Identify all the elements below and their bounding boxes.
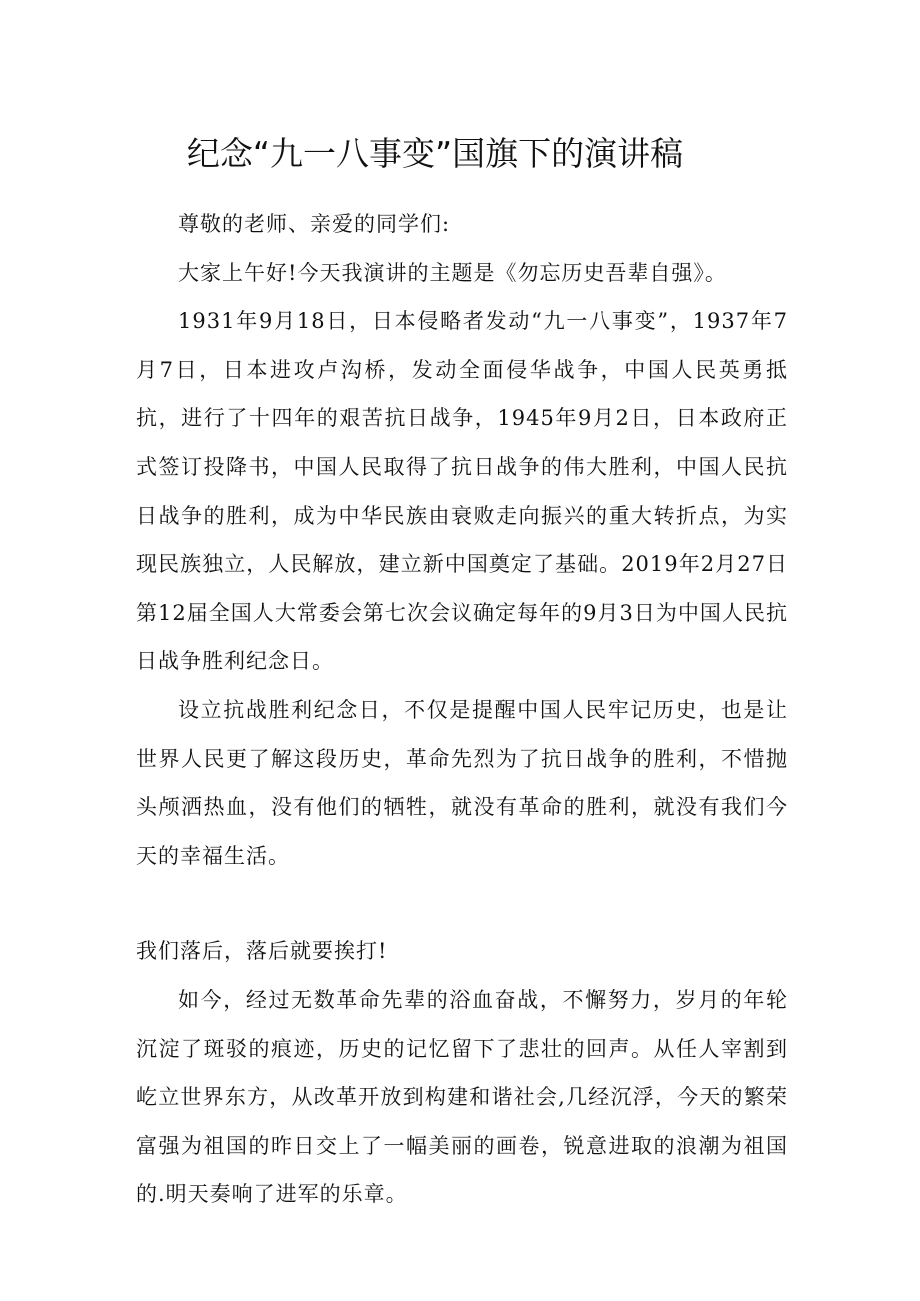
backward-warning-paragraph: 我们落后，落后就要挨打! [136,939,388,964]
paragraph-gap [136,880,788,927]
history-paragraph: 1931年9月18日，日本侵略者发动“九一八事变”，1937年7月7日，日本进攻卢沟桥，发动全面侵华战争，中国人民英勇抵抗，进行了十四年的艰苦抗日战争，1945年9月2日，日本政府正式签订投降书，中国人民取得了抗日战争的伟大胜利，中国人民抗日战争的胜利，成为中华民族由衰败走向振兴的重大转折点，为实现民族独立，人民解放，建立新中国奠定了基础。2019年2月27日第12届全国人大常委会第七次会议确定每年的9月3日为中国人民抗日战争胜利纪念日。 [136,309,788,674]
present-day-paragraph: 如今，经过无数革命先辈的浴血奋战，不懈努力，岁月的年轮沉淀了斑驳的痕迹，历史的记忆留下了悲壮的回声。从任人宰割到屹立世界东方，从改革开放到构建和谐社会,几经沉浮，今天的繁荣富强为祖国的昨日交上了一幅美丽的画卷，锐意进取的浪潮为祖国的.明天奏响了进军的乐章。 [136,987,788,1207]
document-body [136,200,788,1219]
document-title: 纪念“九一八事变”国旗下的演讲稿 [186,134,684,174]
salutation-paragraph: 尊敬的老师、亲爱的同学们: [178,212,451,236]
memorial-day-paragraph: 设立抗战胜利纪念日，不仅是提醒中国人民牢记历史，也是让世界人民更了解这段历史，革命先烈为了抗日战争的胜利，不惜抛头颅洒热血，没有他们的牺牲，就没有革命的胜利，就没有我们今天的幸福生活。 [136,697,788,868]
greeting-paragraph: 大家上午好!今天我演讲的主题是《勿忘历史吾辈自强》。 [178,260,727,285]
